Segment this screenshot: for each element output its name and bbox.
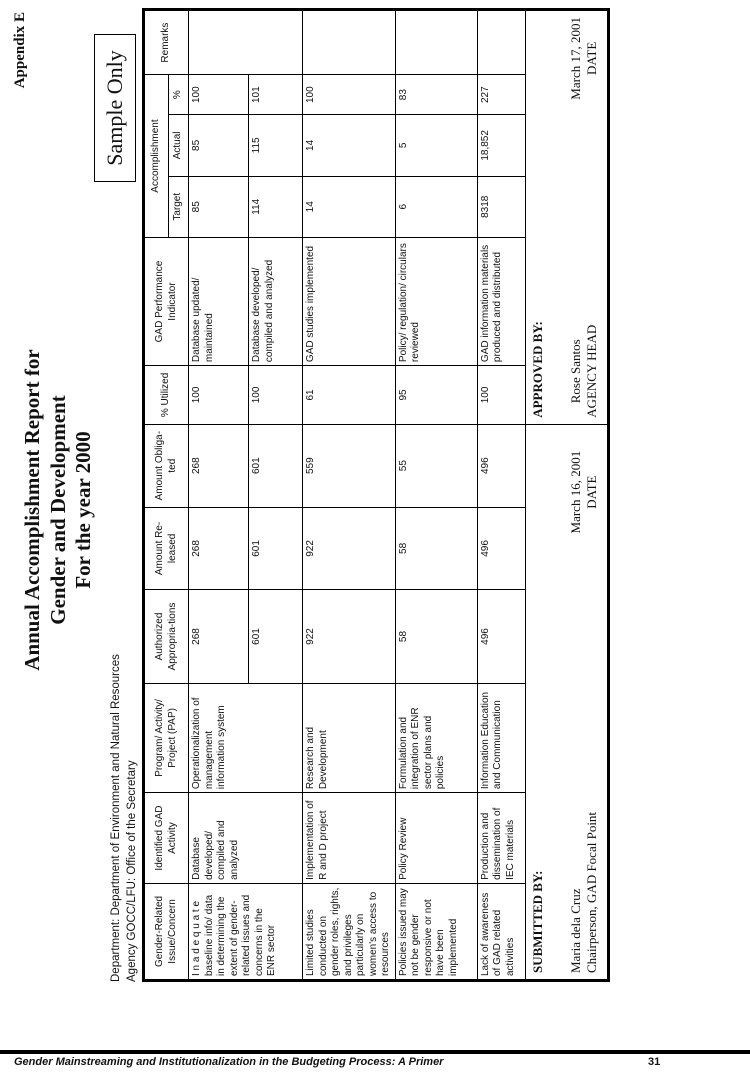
cell-percent: 83 bbox=[395, 75, 477, 115]
cell-target: 6 bbox=[395, 176, 477, 237]
cell-percent: 101 bbox=[249, 75, 303, 115]
submitted-position: Chairperson, GAD Focal Point bbox=[584, 811, 599, 973]
cell-utilized: 100 bbox=[189, 366, 249, 425]
cell-indicator: Database developed/ compiled and analyzed bbox=[249, 237, 303, 365]
cell-remarks bbox=[395, 11, 477, 75]
table-row bbox=[477, 11, 525, 980]
cell-actual: 5 bbox=[395, 115, 477, 176]
cell-pap: Operationalization of management information system bbox=[189, 683, 303, 792]
cell-authorized: 496 bbox=[477, 590, 525, 683]
cell-actual: 85 bbox=[189, 115, 249, 176]
approved-date-label: DATE bbox=[584, 41, 599, 75]
appendix-label: Appendix E bbox=[12, 12, 28, 89]
cell-target: 14 bbox=[303, 176, 396, 237]
cell-actual: 18,852 bbox=[477, 115, 525, 176]
cell-authorized: 268 bbox=[189, 590, 249, 683]
cell-released: 601 bbox=[249, 507, 303, 590]
footer-divider bbox=[0, 1050, 750, 1054]
cell-authorized: 922 bbox=[303, 590, 396, 683]
header-remarks: Remarks bbox=[145, 11, 189, 75]
cell-obligated: 55 bbox=[395, 424, 477, 507]
submitted-date: March 16, 2001 bbox=[567, 450, 583, 534]
header-accomplishment: Accomplishment bbox=[145, 75, 169, 238]
cell-pap: Information Education and Communication bbox=[477, 683, 525, 792]
header-utilized: % Utilized bbox=[145, 366, 189, 425]
cell-obligated: 559 bbox=[303, 424, 396, 507]
cell-authorized: 58 bbox=[395, 590, 477, 683]
cell-released: 268 bbox=[189, 507, 249, 590]
cell-pap: Research and Development bbox=[303, 683, 396, 792]
header-released: Amount Re-leased bbox=[145, 507, 189, 590]
cell-remarks bbox=[477, 11, 525, 75]
report-year: For the year 2000 bbox=[71, 431, 95, 589]
cell-actual: 115 bbox=[249, 115, 303, 176]
header-issue: Gender-Related Issue/Concern bbox=[145, 883, 189, 979]
cell-indicator: GAD studies implemented bbox=[303, 237, 396, 365]
header-activity: Identified GAD Activity bbox=[145, 793, 189, 884]
cell-indicator: GAD information materials produced and distributed bbox=[477, 237, 525, 365]
header-percent: % bbox=[169, 75, 189, 115]
cell-indicator: Database updated/ maintained bbox=[189, 237, 249, 365]
cell-remarks bbox=[303, 11, 396, 75]
cell-utilized: 100 bbox=[249, 366, 303, 425]
approved-date: March 17, 2001 bbox=[567, 17, 583, 100]
approved-position: AGENCY HEAD bbox=[584, 324, 599, 418]
table-row bbox=[303, 11, 396, 980]
department-line: Department: Department of Environment and Natural Resources bbox=[110, 654, 122, 982]
submitted-name: Maria dela Cruz bbox=[567, 888, 583, 973]
cell-utilized: 61 bbox=[303, 366, 396, 425]
footer-title: Gender Mainstreaming and Institutionalization in the Budgeting Process: A Primer bbox=[14, 1056, 444, 1068]
cell-percent: 100 bbox=[303, 75, 396, 115]
header-authorized: Authorized Appropria-tions bbox=[145, 590, 189, 683]
cell-issue: Limited studies conducted on gender roles, rights, and privileges particularly on women's access to resources bbox=[303, 883, 396, 979]
sample-only-stamp: Sample Only bbox=[94, 34, 136, 182]
report-title: Annual Accomplishment Report for bbox=[20, 349, 44, 671]
cell-target: 8318 bbox=[477, 176, 525, 237]
cell-authorized: 601 bbox=[249, 590, 303, 683]
cell-target: 85 bbox=[189, 176, 249, 237]
cell-activity: Production and dissemination of IEC materials bbox=[477, 793, 525, 884]
cell-percent: 100 bbox=[189, 75, 249, 115]
cell-actual: 14 bbox=[303, 115, 396, 176]
approved-label: APPROVED BY: bbox=[529, 321, 545, 418]
table-row bbox=[395, 11, 477, 980]
cell-target: 114 bbox=[249, 176, 303, 237]
header-pap: Program/ Activity/ Project (PAP) bbox=[145, 683, 189, 792]
submitted-label: SUBMITTED BY: bbox=[529, 870, 545, 973]
cell-obligated: 268 bbox=[189, 424, 249, 507]
cell-activity: Implementation of R and D project bbox=[303, 793, 396, 884]
cell-released: 922 bbox=[303, 507, 396, 590]
report-table bbox=[142, 8, 610, 982]
cell-issue: I n a d e q u a t e baseline info/ data in determining the extent of gender-related issues and concerns in the ENR sector bbox=[189, 883, 303, 979]
cell-utilized: 100 bbox=[477, 366, 525, 425]
cell-remarks bbox=[189, 11, 303, 75]
cell-percent: 227 bbox=[477, 75, 525, 115]
cell-utilized: 95 bbox=[395, 366, 477, 425]
header-indicator: GAD Performance Indicator bbox=[145, 237, 189, 365]
signature-row bbox=[525, 11, 607, 980]
cell-indicator: Policy/ regulation/ circulars reviewed bbox=[395, 237, 477, 365]
cell-issue: Lack of awareness of GAD related activities bbox=[477, 883, 525, 979]
submitted-date-label: DATE bbox=[584, 475, 599, 509]
cell-pap: Formulation and integration of ENR sector plans and policies bbox=[395, 683, 477, 792]
approved-block bbox=[525, 11, 607, 425]
submitted-block bbox=[525, 424, 607, 979]
cell-activity: Policy Review bbox=[395, 793, 477, 884]
report-subtitle: Gender and Development bbox=[46, 395, 70, 625]
cell-obligated: 496 bbox=[477, 424, 525, 507]
page-number: 31 bbox=[648, 1056, 661, 1068]
agency-line: Agency GOCC/LFU: Office of the Secretary bbox=[126, 760, 138, 982]
cell-released: 58 bbox=[395, 507, 477, 590]
header-target: Target bbox=[169, 176, 189, 237]
approved-name: Rose Santos bbox=[567, 339, 583, 404]
cell-released: 496 bbox=[477, 507, 525, 590]
cell-activity: Database developed/ compiled and analyzed bbox=[189, 793, 303, 884]
header-actual: Actual bbox=[169, 115, 189, 176]
header-obligated: Amount Obliga-ted bbox=[145, 424, 189, 507]
cell-issue: Policies issued may not be gender responsive or not have been implemented bbox=[395, 883, 477, 979]
cell-obligated: 601 bbox=[249, 424, 303, 507]
table-row bbox=[189, 11, 249, 980]
